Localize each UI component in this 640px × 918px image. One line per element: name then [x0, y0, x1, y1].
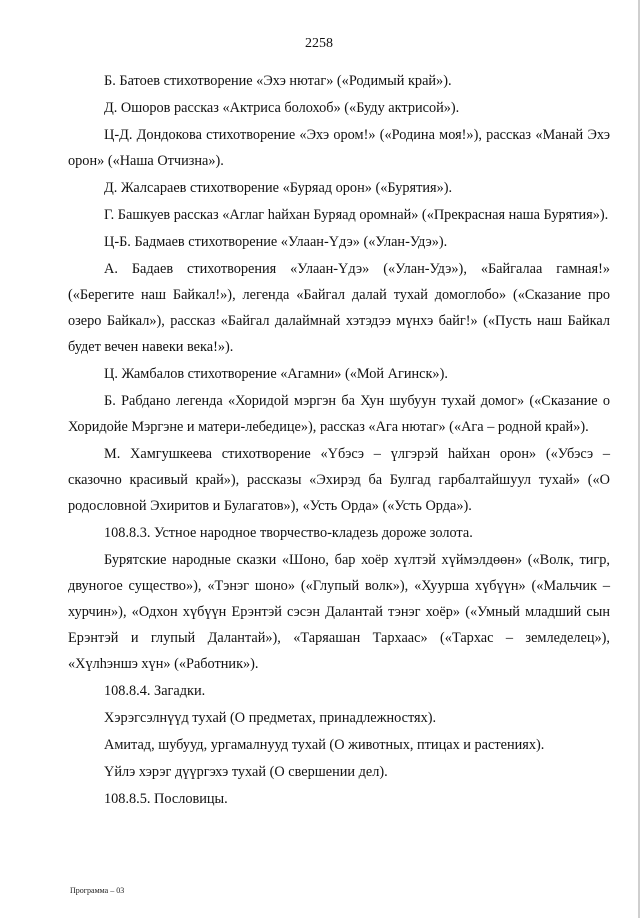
- paragraph-dondokova: Ц-Д. Дондокова стихотворение «Эхэ ором!» («Родина моя!»), рассказ «Манай Эхэ орон» («Наша Отчизна»).: [68, 127, 610, 169]
- riddles-item-objects: Хэрэгсэлнүүд тухай (О предметах, принадлежностях).: [104, 710, 437, 726]
- paragraph-folk-tales: Бурятские народные сказки «Шоно, бар хоёр хүлтэй хүймэлдөөн» («Волк, тигр, двуногое существо»), «Тэнэг шоно» («Глупый волк»), «Хуурша хүбүүн» («Мальчик – хурчин»), «Одхон хүбүүн Ерэнтэй сэсэн Далантай тэнэг хоёр» («Умный младший сын Ерэнтэй и глупый Далантай»), «Таряашан Тархаас» («Тархас – земледелец»), «Хүлhэншэ хүн» («Работник»).: [68, 552, 610, 672]
- paragraph-batoev: Б. Батоев стихотворение «Эхэ нютаг» («Родимый край»).: [104, 73, 452, 89]
- paragraph-badmaev: Ц-Б. Бадмаев стихотворение «Улаан-Үдэ» («Улан-Удэ»).: [104, 234, 448, 250]
- page-footer: Программа – 03: [70, 886, 125, 895]
- paragraph-bashkuev: Г. Башкуев рассказ «Аглаг hайхан Буряад оромнай» («Прекрасная наша Бурятия»).: [104, 207, 609, 223]
- section-heading-108-8-3: 108.8.3. Устное народное творчество-кладезь дороже золота.: [104, 525, 473, 541]
- body-text: [68, 68, 610, 813]
- section-heading-108-8-4: 108.8.4. Загадки.: [104, 683, 206, 699]
- paragraph-rabdano: Б. Рабдано легенда «Хоридой мэргэн ба Хун шубуун тухай домог» («Сказание о Хоридойе Мэргэне и матери-лебедице»), рассказ «Ага нютаг» («Ага – родной край»).: [68, 393, 610, 435]
- riddles-item-deeds: Үйлэ хэрэг дүүргэхэ тухай (О свершении дел).: [104, 764, 388, 780]
- paragraph-zhalsaraev: Д. Жалсараев стихотворение «Буряад орон» («Бурятия»).: [104, 180, 453, 196]
- paragraph-zhambalov: Ц. Жамбалов стихотворение «Агамни» («Мой Агинск»).: [104, 366, 448, 382]
- riddles-item-animals: Амитад, шубууд, ургамалнууд тухай (О животных, птицах и растениях).: [104, 737, 545, 753]
- paragraph-khamgushkeeva: М. Хамгушкеева стихотворение «Үбэсэ – үлгэрэй hайхан орон» («Убэсэ – сказочно красивый край»), рассказы «Эхирэд ба Булгад гарбалтайшуул тухай» («О родословной Эхиритов и Булагатов»), «Усть Орда» («Усть Орда»).: [68, 446, 610, 514]
- paragraph-badaev: А. Бадаев стихотворения «Улаан-Үдэ» («Улан-Удэ»), «Байгалаа гамная!» («Берегите наш Байкал!»), легенда «Байгал далай тухай домоглобо» («Сказание про озеро Байкал»), рассказ «Байгал далаймнай хэтэдээ мүнхэ байг!» («Пусть наш Байкал будет вечен навеки века!»).: [68, 261, 610, 355]
- page-number: 2258: [305, 36, 333, 51]
- paragraph-oshorov: Д. Ошоров рассказ «Актриса болохоб» («Буду актрисой»).: [104, 100, 460, 116]
- section-heading-108-8-5: 108.8.5. Пословицы.: [104, 791, 228, 807]
